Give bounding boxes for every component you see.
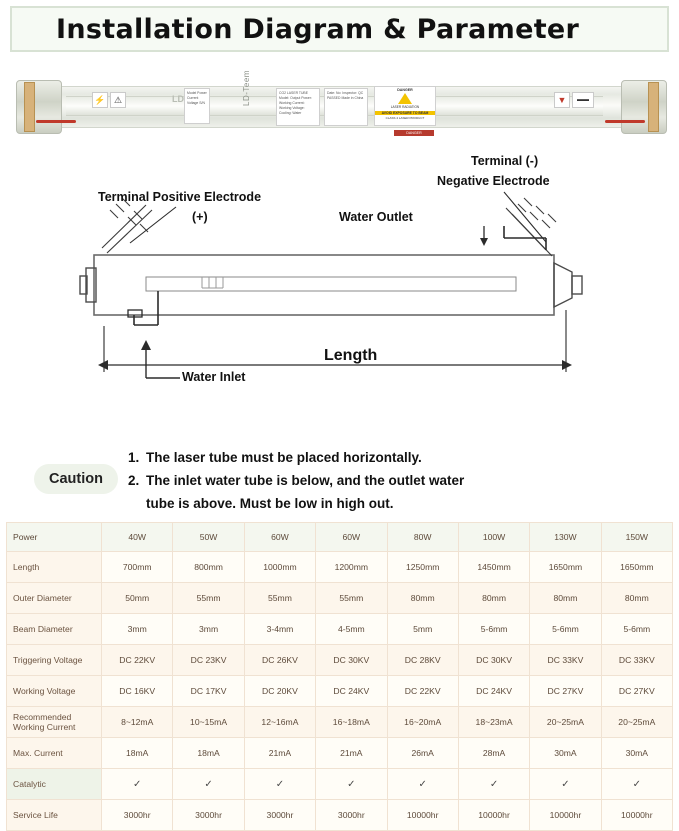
table-cell: 80W — [387, 523, 458, 552]
warning-band: AVOID EXPOSURE TO BEAM — [375, 111, 435, 115]
table-cell: 10~15mA — [173, 707, 244, 738]
table-cell: DC 28KV — [387, 645, 458, 676]
table-cell: 28mA — [458, 738, 529, 769]
table-cell: 10000hr — [458, 800, 529, 831]
table-cell: 55mm — [316, 583, 387, 614]
caution-item — [128, 448, 667, 467]
left-brass-contact — [24, 82, 35, 132]
table-cell: ✓ — [316, 769, 387, 800]
row-label: Working Voltage — [7, 676, 102, 707]
caution-item-number: 1. — [128, 450, 140, 465]
tube-right-end-cap — [621, 80, 667, 134]
table-cell: 130W — [530, 523, 601, 552]
table-cell: DC 22KV — [102, 645, 173, 676]
product-photo — [6, 60, 673, 150]
table-cell: 20~25mA — [601, 707, 672, 738]
table-cell: DC 27KV — [530, 676, 601, 707]
row-label: Power — [7, 523, 102, 552]
row-label: Triggering Voltage — [7, 645, 102, 676]
table-cell: 3000hr — [102, 800, 173, 831]
table-cell: ✓ — [173, 769, 244, 800]
label-terminal-positive-sign: (+) — [192, 210, 208, 224]
table-cell: DC 24KV — [316, 676, 387, 707]
caution-item-text: The inlet water tube is below, and the outlet water — [146, 473, 465, 489]
tube-left-end-cap — [16, 80, 62, 134]
table-cell: ✓ — [244, 769, 315, 800]
table-row — [7, 676, 673, 707]
table-cell: 100W — [458, 523, 529, 552]
table-cell: ✓ — [387, 769, 458, 800]
page-title-banner — [10, 6, 669, 52]
table-row — [7, 769, 673, 800]
right-brass-contact — [648, 82, 659, 132]
table-cell: 18mA — [173, 738, 244, 769]
row-label: Catalytic — [7, 769, 102, 800]
label-water-outlet: Water Outlet — [339, 210, 413, 224]
table-cell: 10000hr — [530, 800, 601, 831]
warning-subtitle: LASER RADIATION — [390, 105, 420, 109]
table-cell: 40W — [102, 523, 173, 552]
table-cell: 3-4mm — [244, 614, 315, 645]
caution-item-number: 2. — [128, 473, 140, 489]
table-cell: 3000hr — [244, 800, 315, 831]
table-cell: 18~23mA — [458, 707, 529, 738]
table-cell: 16~18mA — [316, 707, 387, 738]
table-cell: 5-6mm — [601, 614, 672, 645]
table-cell: DC 33KV — [601, 645, 672, 676]
caution-list — [128, 448, 667, 517]
table-cell: 10000hr — [387, 800, 458, 831]
table-cell: 3000hr — [316, 800, 387, 831]
table-cell: 60W — [316, 523, 387, 552]
tube-brand-side-text: LD-Teem — [242, 70, 251, 106]
table-row — [7, 800, 673, 831]
table-cell: DC 33KV — [530, 645, 601, 676]
caution-item-continued — [128, 494, 667, 513]
table-cell: 1000mm — [244, 552, 315, 583]
table-cell: DC 30KV — [316, 645, 387, 676]
label-terminal-negative-line2: Negative Electrode — [437, 174, 550, 188]
table-cell: 55mm — [173, 583, 244, 614]
caution-item — [128, 471, 667, 490]
table-cell: 30mA — [601, 738, 672, 769]
caution-item-text: tube is above. Must be low in high out. — [146, 496, 394, 512]
table-cell: 5mm — [387, 614, 458, 645]
table-cell: DC 16KV — [102, 676, 173, 707]
row-label: Max. Current — [7, 738, 102, 769]
caution-section — [6, 440, 673, 518]
table-cell: 1650mm — [530, 552, 601, 583]
specification-table — [6, 522, 673, 831]
no-touch-icon: ⚠ — [110, 92, 126, 108]
tube-label-sticker-1: Model Power Current Voltage S/N — [184, 88, 210, 124]
table-cell: DC 17KV — [173, 676, 244, 707]
table-cell: 21mA — [244, 738, 315, 769]
table-row — [7, 614, 673, 645]
table-cell: 1200mm — [316, 552, 387, 583]
table-cell: DC 30KV — [458, 645, 529, 676]
table-cell: 18mA — [102, 738, 173, 769]
installation-schematic — [6, 150, 673, 440]
table-cell: 21mA — [316, 738, 387, 769]
laser-aperture-icon: ▬▬ — [572, 92, 594, 108]
tube-brand-mark: LD — [172, 94, 184, 104]
table-cell: 16~20mA — [387, 707, 458, 738]
table-row — [7, 552, 673, 583]
warning-footer: CLASS 4 LASER PRODUCT — [385, 116, 425, 120]
row-label: Beam Diameter — [7, 614, 102, 645]
label-terminal-positive: Terminal Positive Electrode — [98, 190, 262, 204]
table-cell: 150W — [601, 523, 672, 552]
table-cell: 8~12mA — [102, 707, 173, 738]
row-label: Service Life — [7, 800, 102, 831]
table-row — [7, 645, 673, 676]
table-cell: DC 20KV — [244, 676, 315, 707]
table-cell: 80mm — [530, 583, 601, 614]
water-cooling-icon: ▼ — [554, 92, 570, 108]
table-cell: DC 27KV — [601, 676, 672, 707]
table-cell: 1250mm — [387, 552, 458, 583]
caution-badge: Caution — [34, 464, 118, 494]
table-cell: 3mm — [102, 614, 173, 645]
left-red-wire — [36, 120, 76, 123]
table-cell: 60W — [244, 523, 315, 552]
caution-item-text: The laser tube must be placed horizontally. — [146, 450, 422, 465]
danger-band-label: DANGER — [394, 130, 434, 136]
table-cell: 30mA — [530, 738, 601, 769]
table-cell: 1650mm — [601, 552, 672, 583]
table-row — [7, 523, 673, 552]
table-row — [7, 707, 673, 738]
table-cell: 12~16mA — [244, 707, 315, 738]
table-cell: ✓ — [530, 769, 601, 800]
high-voltage-bolt-icon: ⚡ — [92, 92, 108, 108]
table-cell: 10000hr — [601, 800, 672, 831]
table-cell: 20~25mA — [530, 707, 601, 738]
row-label: Recommended Working Current — [7, 707, 102, 738]
table-cell: ✓ — [102, 769, 173, 800]
row-label: Length — [7, 552, 102, 583]
table-row — [7, 583, 673, 614]
right-red-wire — [605, 120, 645, 123]
table-cell: ✓ — [601, 769, 672, 800]
table-cell: 1450mm — [458, 552, 529, 583]
table-cell: 5-6mm — [458, 614, 529, 645]
tube-label-sticker-3: Date: No: Inspector: QC PASSED Made in China — [324, 88, 368, 126]
table-cell: DC 23KV — [173, 645, 244, 676]
table-cell: 700mm — [102, 552, 173, 583]
table-cell: 3000hr — [173, 800, 244, 831]
table-cell: 5-6mm — [530, 614, 601, 645]
table-cell: DC 24KV — [458, 676, 529, 707]
table-cell: 800mm — [173, 552, 244, 583]
warning-title: DANGER — [397, 88, 413, 92]
row-label: Outer Diameter — [7, 583, 102, 614]
table-cell: 80mm — [387, 583, 458, 614]
table-cell: DC 26KV — [244, 645, 315, 676]
page-title: Installation Diagram & Parameter — [56, 13, 580, 45]
table-cell: DC 22KV — [387, 676, 458, 707]
tube-label-sticker-2: CO2 LASER TUBE Model: Output Power: Working Current: Working Voltage: Cooling: Water — [276, 88, 320, 126]
label-terminal-negative-line1: Terminal (-) — [471, 154, 539, 168]
laser-warning-sticker — [374, 86, 436, 126]
table-cell: 55mm — [244, 583, 315, 614]
table-cell: 50mm — [102, 583, 173, 614]
table-cell: 80mm — [601, 583, 672, 614]
warning-triangle-icon — [398, 93, 412, 104]
table-cell: 26mA — [387, 738, 458, 769]
table-cell: ✓ — [458, 769, 529, 800]
table-cell: 50W — [173, 523, 244, 552]
label-length: Length — [324, 347, 378, 364]
table-cell: 80mm — [458, 583, 529, 614]
table-row — [7, 738, 673, 769]
table-cell: 3mm — [173, 614, 244, 645]
label-water-inlet: Water Inlet — [182, 370, 246, 384]
table-cell: 4-5mm — [316, 614, 387, 645]
